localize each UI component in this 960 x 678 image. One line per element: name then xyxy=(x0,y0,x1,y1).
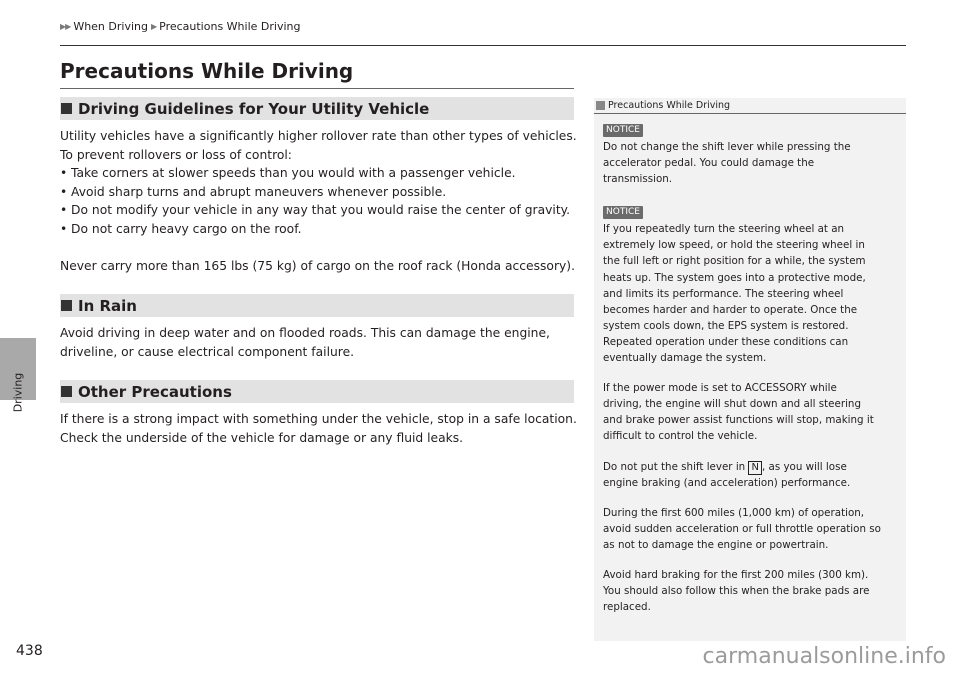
note-line: If you repeatedly turn the steering wheel at an xyxy=(603,223,845,236)
side-notes-body xyxy=(603,121,899,615)
guidelines-body xyxy=(60,127,580,238)
note-line: Avoid hard braking for the first 200 miles (300 km). xyxy=(603,568,869,581)
note-line: replaced. xyxy=(603,601,651,614)
breadcrumb-item-when-driving[interactable]: When Driving xyxy=(73,20,148,33)
section-heading-text: In Rain xyxy=(78,296,137,315)
note-line: transmission. xyxy=(603,173,673,186)
note-line: and brake power assist functions will stop, making it xyxy=(603,414,874,427)
square-bullet-icon xyxy=(61,300,72,311)
note-line: system cools down, the EPS system is restored. xyxy=(603,319,849,332)
note-line: becomes harder and harder to operate. Once the xyxy=(603,303,858,316)
note-text: Do not put the shift lever in xyxy=(603,460,749,473)
paragraph-line: Avoid driving in deep water and on flooded roads. This can damage the engine, xyxy=(60,326,550,340)
note-line: the full left or right position for a while, the system xyxy=(603,255,866,268)
list-item: • Do not modify your vehicle in any way that you would raise the center of gravity. xyxy=(60,201,580,220)
page-title: Precautions While Driving xyxy=(60,59,354,83)
section-heading-guidelines xyxy=(60,97,574,120)
side-notes-panel xyxy=(594,98,906,641)
note-line: avoid sudden acceleration or full throttle operation so xyxy=(603,522,881,535)
section-heading-text: Driving Guidelines for Your Utility Vehicle xyxy=(78,99,430,118)
page-number: 438 xyxy=(16,643,43,659)
cargo-note: Never carry more than 165 lbs (75 kg) of cargo on the roof rack (Honda accessory). xyxy=(60,259,575,273)
note-line: eventually damage the system. xyxy=(603,352,767,365)
note-line xyxy=(603,459,899,475)
note-line: extremely low speed, or hold the steering wheel in xyxy=(603,239,865,252)
note-line: heats up. The system goes into a protective mode, xyxy=(603,271,866,284)
note-line: Repeated operation under these conditions can xyxy=(603,335,849,348)
notice-badge: NOTICE xyxy=(603,124,643,137)
note-line: During the first 600 miles (1,000 km) of operation, xyxy=(603,506,865,519)
side-notes-title: Precautions While Driving xyxy=(608,100,731,111)
note-text: , as you will lose xyxy=(761,460,847,473)
watermark: carmanualsonline.info xyxy=(702,644,946,669)
side-notes-heading xyxy=(594,98,906,113)
paragraph-line: Utility vehicles have a significantly higher rollover rate than other types of vehicles. xyxy=(60,129,577,143)
reference-arrow-icon xyxy=(596,101,605,110)
notice-badge: NOTICE xyxy=(603,206,643,219)
note-line: If the power mode is set to ACCESSORY while xyxy=(603,382,837,395)
rain-body xyxy=(60,324,580,361)
note-line: driving, the engine will shut down and all steering xyxy=(603,398,861,411)
note-line: engine braking (and acceleration) performance. xyxy=(603,476,851,489)
title-divider xyxy=(60,88,574,89)
note-line: and limits its performance. The steering wheel xyxy=(603,287,844,300)
paragraph-line: If there is a strong impact with something under the vehicle, stop in a safe location. xyxy=(60,412,577,426)
paragraph-line: driveline, or cause electrical component failure. xyxy=(60,344,355,359)
side-notes-divider xyxy=(594,113,906,114)
note-line: as not to damage the engine or powertrain. xyxy=(603,538,829,551)
note-line: Do not change the shift lever while pressing the xyxy=(603,141,851,153)
breadcrumb xyxy=(60,20,300,33)
list-item: • Avoid sharp turns and abrupt maneuvers whenever possible. xyxy=(60,183,580,202)
list-item: • Take corners at slower speeds than you would with a passenger vehicle. xyxy=(60,164,580,183)
note-line: You should also follow this when the brake pads are xyxy=(603,585,870,598)
breadcrumb-arrow-icon: ▶▶ xyxy=(60,22,71,31)
square-bullet-icon xyxy=(61,386,72,397)
breadcrumb-arrow-icon: ▶ xyxy=(150,22,157,31)
breadcrumb-item-precautions[interactable]: Precautions While Driving xyxy=(159,20,301,33)
section-heading-other xyxy=(60,380,574,403)
paragraph-line: Check the underside of the vehicle for damage or any fluid leaks. xyxy=(60,430,464,445)
header-divider xyxy=(60,45,906,46)
section-heading-rain xyxy=(60,294,574,317)
note-line: difficult to control the vehicle. xyxy=(603,430,758,443)
note-line: accelerator pedal. You could damage the xyxy=(603,157,815,170)
paragraph-line: To prevent rollovers or loss of control: xyxy=(60,147,292,162)
square-bullet-icon xyxy=(61,103,72,114)
section-heading-text: Other Precautions xyxy=(78,382,232,401)
list-item: • Do not carry heavy cargo on the roof. xyxy=(60,220,580,239)
chapter-label: Driving xyxy=(11,372,25,412)
guideline-list xyxy=(60,164,580,238)
other-body xyxy=(60,410,580,447)
neutral-gear-symbol: N xyxy=(748,461,761,475)
